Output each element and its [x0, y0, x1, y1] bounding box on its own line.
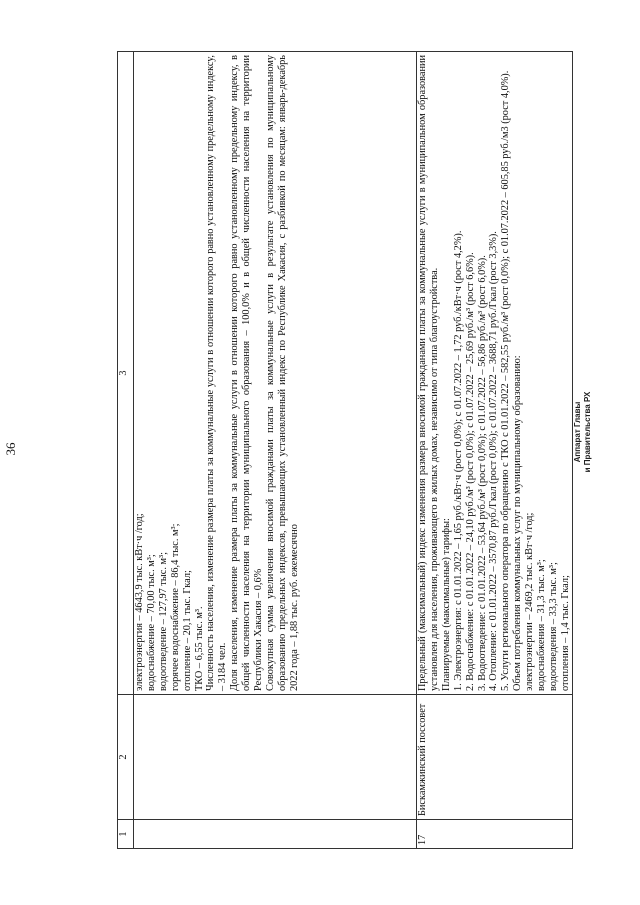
- office-stamp: [573, 362, 593, 502]
- municipality-name: Бискамжинский поссовет: [417, 695, 573, 820]
- table-row: [134, 52, 417, 849]
- stamp-line: и Правительства РХ: [583, 391, 592, 473]
- detail-line: Совокупная сумма увеличения вносимой гражданами платы за коммунальные услуги в результате установления по муниципальному образованию предельных индексов, превышающих установленный индекс по Республике Хакасия, с разбивкой по месяцам: январь-декабрь 2022 года – 1,88 тыс. руб. ежемесячно: [264, 55, 300, 691]
- header-col-1: 1: [118, 820, 134, 849]
- detail-line: водоотведение – 127,97 тыс. м³;: [157, 552, 169, 691]
- detail-line: горячее водоснабжение – 86,4 тыс. м³;: [169, 523, 181, 691]
- table-header-row: [118, 52, 134, 849]
- row-number: [134, 820, 417, 849]
- tariff-table: [117, 51, 573, 849]
- detail-line: 5. Услуги регионального оператора по обращению с ТКО с 01.01.2022 – 582,55 руб./м³ (рост 0,0%); с 01.07.2022 – 605,85 руб./м3 (рост 4,0%).: [500, 70, 512, 691]
- row-details: [134, 52, 417, 695]
- table-row: [417, 52, 573, 849]
- detail-line: Численность населения, изменение размера платы за коммунальные услуги в отношении которого равно установленному предельному индексу, – 3184 чел.: [205, 55, 229, 691]
- detail-line: водоотведения – 33,3 тыс. м³;: [547, 562, 559, 691]
- detail-line: 2. Водоснабжение: с 01.01.2022 – 24,10 руб./м³ (рост 0,0%); с 01.07.2022 – 25,69 руб./м³ (рост 6,6%).: [464, 252, 476, 691]
- detail-line: 1. Электроэнергия: с 01.01.2022 – 1,65 руб./кВт·ч (рост 0,0%); с 01.07.2022 – 1,72 руб./кВт·ч (рост 4,2%).: [452, 230, 464, 691]
- detail-line: Доля населения, изменение размера платы за коммунальные услуги в отношении которого равно установленному предельному индексу, в общей численности населения на территории муниципального образования – 100,0% и в общей численности населения на территории Республики Хакасия – 0,6%: [229, 55, 265, 691]
- stamp-line: Аппарат Главы: [573, 401, 582, 463]
- detail-line: 3. Водоотведение: с 01.01.2022 – 53,64 руб./м³ (рост 0,0%); с 01.07.2022 – 56,86 руб./м³ (рост 6,0%).: [476, 255, 488, 691]
- header-col-2: 2: [118, 695, 134, 820]
- detail-line: электроэнергии – 2469,2 тыс. кВт·ч /год;: [524, 512, 536, 691]
- detail-line: 4. Отопление: с 01.01.2022 – 3570,87 руб./Гкал (рост 0,0%); с 01.07.2022 – 3688,71 руб./Гкал (рост 3,3%).: [488, 231, 500, 691]
- row-number: 17: [417, 820, 573, 849]
- detail-line: отопление – 20,1 тыс. Гкал;: [181, 570, 193, 691]
- rotated-table-container: [117, 51, 622, 849]
- detail-line: Планируемые (максимальные) тарифы:: [440, 518, 452, 691]
- detail-line: Предельный (максимальный) индекс изменения размера вносимой гражданами платы за коммунальные услуги в муниципальном образовании установлен для населения, проживающего в жилых домах, независимо от типа благоустройства.: [417, 55, 440, 691]
- detail-line: отопления – 1,4 тыс. Гкал;: [559, 575, 571, 691]
- page-number: 36: [3, 442, 18, 456]
- detail-line: электроэнергия – 4643,9 тыс. кВт·ч /год;: [134, 513, 145, 691]
- detail-line: Объем потребления коммунальных услуг по муниципальному образованию:: [512, 355, 524, 691]
- header-col-3: 3: [118, 52, 134, 695]
- detail-line: ТКО – 6,55 тыс. м³.: [193, 606, 205, 691]
- municipality-name: [134, 695, 417, 820]
- detail-line: водоснабжения – 31,3 тыс. м³;: [536, 559, 548, 691]
- row-details: [417, 52, 573, 695]
- detail-line: водоснабжение – 70,00 тыс. м³;: [145, 554, 157, 691]
